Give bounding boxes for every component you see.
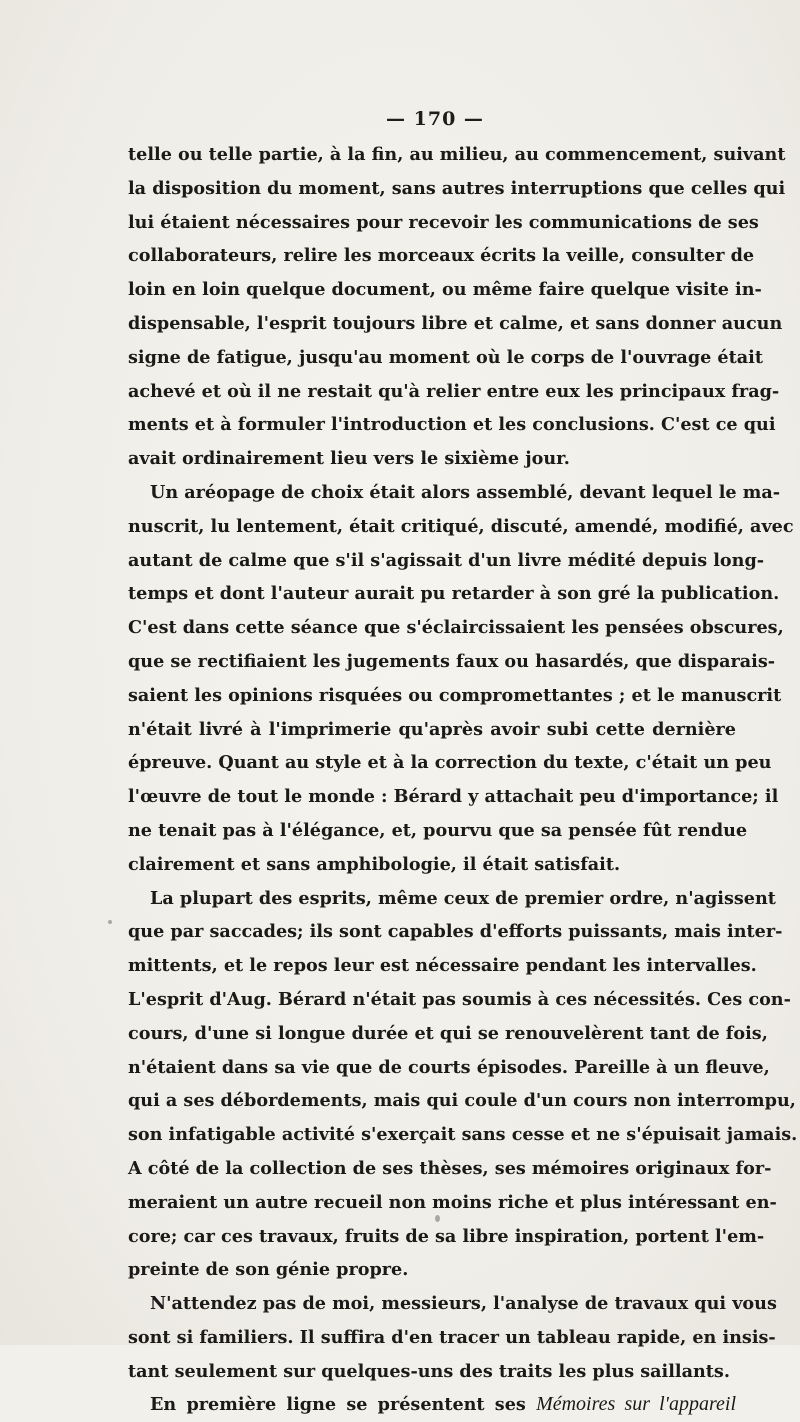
paragraph-end-line: clairement et sans amphibologie, il était satisfait.: [128, 853, 621, 875]
page-number: — 170 —: [386, 108, 484, 130]
ink-speck: [108, 920, 112, 924]
text-line: épreuve. Quant au style et à la correction du texte, c'était un peu: [128, 752, 772, 774]
text-line: ments et à formuler l'introduction et les conclusions. C'est ce qui: [128, 414, 776, 436]
paragraph-end-line: avait ordinairement lieu vers le sixième jour.: [128, 448, 570, 470]
text-line: lui étaient nécessaires pour recevoir les communications de ses: [128, 211, 759, 233]
text-line: la disposition du moment, sans autres interruptions que celles qui: [128, 177, 786, 199]
text-line: nuscrit, lu lentement, était critiqué, discuté, amendé, modifié, avec: [128, 515, 794, 537]
paragraph-end-line: preinte de son génie propre.: [128, 1259, 409, 1281]
text-line: achevé et où il ne restait qu'à relier entre eux les principaux frag-: [128, 380, 780, 402]
text-line: n'était livré à l'imprimerie qu'après avoir subi cette dernière: [128, 718, 736, 740]
text-line: L'esprit d'Aug. Bérard n'était pas soumis à ces nécessités. Ces con-: [128, 988, 791, 1010]
text-line: ne tenait pas à l'élégance, et, pourvu que sa pensée fût rendue: [128, 819, 748, 841]
text-line: l'œuvre de tout le monde : Bérard y attachait peu d'importance; il: [128, 786, 779, 808]
italic-title: Mémoires sur l'appareil: [536, 1393, 736, 1416]
text-line: son infatigable activité s'exerçait sans cesse et ne s'épuisait jamais.: [128, 1124, 798, 1146]
text-line: dispensable, l'esprit toujours libre et calme, et sans donner aucun: [128, 312, 783, 334]
paragraph-start-line: N'attendez pas de moi, messieurs, l'analyse de travaux qui vous: [150, 1293, 777, 1315]
body-text: [128, 138, 798, 1422]
text-line: que se rectifiaient les jugements faux ou hasardés, que disparais-: [128, 650, 776, 672]
text-line: que par saccades; ils sont capables d'efforts puissants, mais inter-: [128, 921, 783, 943]
text-line: cours, d'une si longue durée et qui se renouvelèrent tant de fois,: [128, 1022, 768, 1044]
text-line: core; car ces travaux, fruits de sa libre inspiration, portent l'em-: [128, 1225, 765, 1247]
final-line-roman: En première ligne se présentent ses: [150, 1394, 526, 1416]
ink-speck: [435, 1215, 440, 1222]
final-line: [128, 1388, 736, 1422]
text-line: signe de fatigue, jusqu'au moment où le corps de l'ouvrage était: [128, 346, 763, 368]
text-line: loin en loin quelque document, ou même faire quelque visite in-: [128, 279, 762, 301]
paragraph-end-line: tant seulement sur quelques-uns des traits les plus saillants.: [128, 1360, 730, 1382]
text-line: saient les opinions risquées ou compromettantes ; et le manuscrit: [128, 684, 782, 706]
text-line: telle ou telle partie, à la fin, au milieu, au commencement, suivant: [128, 144, 786, 165]
text-line: autant de calme que s'il s'agissait d'un livre médité depuis long-: [128, 549, 765, 571]
text-line: n'étaient dans sa vie que de courts épisodes. Pareille à un fleuve,: [128, 1056, 770, 1078]
paragraph-start-line: Un aréopage de choix était alors assemblé, devant lequel le ma-: [150, 481, 781, 503]
text-line: temps et dont l'auteur aurait pu retarder à son gré la publication.: [128, 583, 780, 605]
text-line: sont si familiers. Il suffira d'en tracer un tableau rapide, en insis-: [128, 1326, 776, 1348]
text-line: meraient un autre recueil non moins riche et plus intéressant en-: [128, 1191, 777, 1213]
text-line: C'est dans cette séance que s'éclaircissaient les pensées obscures,: [128, 617, 784, 639]
text-line: qui a ses débordements, mais qui coule d'un cours non interrompu,: [128, 1090, 796, 1112]
text-line: mittents, et le repos leur est nécessaire pendant les intervalles.: [128, 955, 757, 977]
text-line: A côté de la collection de ses thèses, ses mémoires originaux for-: [128, 1157, 772, 1179]
paragraph-start-line: La plupart des esprits, même ceux de premier ordre, n'agissent: [150, 887, 776, 909]
text-line: collaborateurs, relire les morceaux écrits la veille, consulter de: [128, 245, 755, 267]
